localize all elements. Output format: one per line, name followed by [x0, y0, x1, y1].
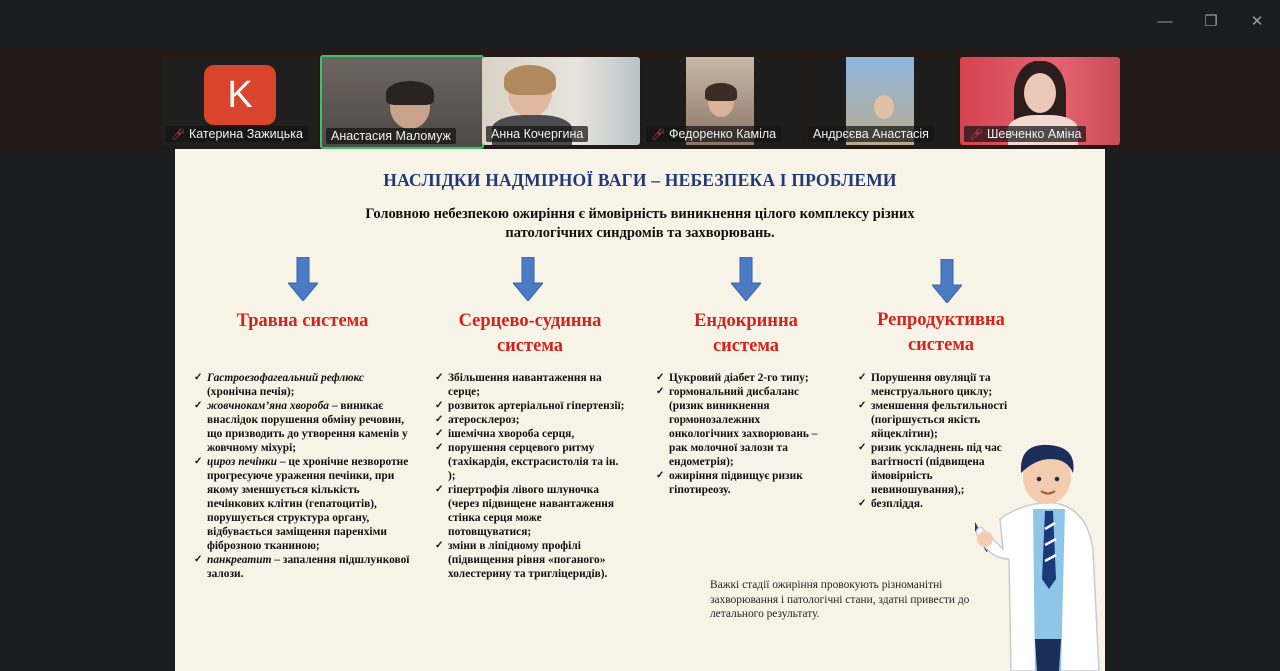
- participant-name: Андрєєва Анастасія: [813, 127, 929, 141]
- hair: [705, 83, 737, 101]
- participant-tile-5[interactable]: [804, 57, 958, 145]
- list-item-text: Збільшення навантаження на серце;: [448, 372, 602, 398]
- list-item: [435, 483, 625, 539]
- mic-muted-icon: 🎤︎: [969, 128, 983, 141]
- heading-line: Репродуктивна: [877, 310, 1005, 330]
- list-item-text: зміни в ліпідному профілі (підвищення рівня «поганого» холестерину та тригліцеридів).: [448, 540, 608, 580]
- column-heading-cardio: [430, 309, 630, 359]
- participant-name: Шевченко Аміна: [986, 127, 1082, 141]
- column-heading-reproductive: [855, 308, 1027, 358]
- subtitle-line-2: патологічних синдромів та захворювань.: [505, 225, 775, 241]
- list-item-term: цироз печінки: [207, 456, 278, 468]
- list-item-text: ішемічна хвороба серця,: [448, 428, 575, 440]
- minimize-icon[interactable]: —: [1157, 12, 1173, 30]
- list-item: [858, 399, 1013, 441]
- endocrine-list: [656, 371, 828, 497]
- list-item-text: ожиріння підвищує ризик гіпотиреозу.: [669, 470, 803, 496]
- participant-name-label: [326, 128, 456, 144]
- list-item-term: жовчнокам’яна хвороба: [207, 400, 329, 412]
- digestive-list: [194, 371, 416, 581]
- list-item: [194, 455, 416, 553]
- participant-name-label: [166, 126, 308, 142]
- participant-name-label: [486, 126, 588, 142]
- down-arrow-icon: [731, 257, 761, 301]
- participant-name-label: [964, 126, 1086, 142]
- list-item-text: (хронічна печія);: [207, 386, 295, 398]
- list-item: [194, 371, 416, 399]
- participant-name-label: [646, 126, 781, 142]
- list-item-text: гіпертрофія лівого шлуночка (через підвищене навантаження стінка серця може потовщуватися;: [448, 484, 614, 538]
- participant-tile-1[interactable]: [162, 57, 318, 145]
- slide-title: НАСЛІДКИ НАДМІРНОЇ ВАГИ – НЕБЕЗПЕКА І ПРОБЛЕМИ: [383, 170, 897, 190]
- list-item-text: атеросклероз;: [448, 414, 520, 426]
- heading-line: система: [496, 336, 564, 356]
- window-titlebar: [0, 0, 1280, 44]
- participant-name: Катерина Зажицька: [188, 127, 303, 141]
- subtitle-line-1: Головною небезпекою ожиріння є ймовірність виникнення цілого комплексу різних: [365, 206, 915, 222]
- list-item-text: зменшення фельтильності (погіршується якість яйцеклітин);: [871, 400, 1008, 440]
- list-item-text: Цукровий діабет 2-го типу;: [669, 372, 809, 384]
- doctor-illustration: [975, 439, 1105, 671]
- participant-tile-6[interactable]: [960, 57, 1120, 145]
- list-item-text: ризик ускладнень під час вагітності (підвищена ймовірність невиношування),;: [871, 442, 1002, 496]
- participant-tile-3[interactable]: [482, 57, 640, 145]
- list-item: [435, 441, 625, 483]
- list-item-text: – це хронічне незворотне прогресуюче ураження печінки, при якому зменшується кількість печінкових клітин (гепатоцитів), порушується структура органу, відбувається заміщення паренхіми фіброзною тканиною;: [207, 456, 409, 552]
- list-item: [656, 469, 828, 497]
- list-item: [435, 413, 625, 427]
- list-item: [656, 371, 828, 385]
- slide-note: Важкі стадії ожиріння провокують різноманітні захворювання і патологічні стани, здатні привести до летального результату.: [710, 579, 970, 620]
- restore-icon[interactable]: ❐: [1204, 13, 1218, 30]
- list-item: [194, 553, 416, 581]
- list-item-text: Порушення овуляції та менструального циклу;: [871, 372, 993, 398]
- list-item-text: розвиток артеріальної гіпертензії;: [448, 400, 625, 412]
- list-item-term: панкреатит: [207, 554, 272, 566]
- slide-subtitle: [325, 205, 955, 243]
- list-item: [435, 371, 625, 399]
- participant-name: Анна Кочергина: [491, 127, 584, 141]
- mic-muted-icon: 🎤︎: [651, 128, 665, 141]
- list-item-text: порушення серцевого ритму (тахікардія, екстрасистолія та ін. );: [448, 442, 619, 482]
- list-item: [194, 399, 416, 455]
- list-item-text: безпліддя.: [871, 498, 923, 510]
- list-item-text: – запалення підшлункової залози.: [207, 554, 410, 580]
- column-heading-digestive: [205, 309, 400, 334]
- face: [1024, 73, 1056, 113]
- close-icon[interactable]: ✕: [1250, 13, 1264, 30]
- down-arrow-icon: [288, 257, 318, 301]
- list-item: [435, 427, 625, 441]
- hair: [504, 65, 556, 95]
- heading-line: Травна система: [236, 311, 369, 331]
- down-arrow-icon: [513, 257, 543, 301]
- list-item-text: гормональний дисбаланс (ризик виникнення гормонозалежних онкологічних захворювань – рак молочної залози та ендометрія);: [669, 386, 818, 468]
- list-item-term: Гастроезофагеальний рефлюкс: [207, 372, 364, 384]
- avatar: K: [204, 65, 276, 125]
- list-item: [435, 539, 625, 581]
- shared-slide: [175, 149, 1105, 671]
- heading-line: Ендокринна: [694, 311, 798, 331]
- participant-tile-2-active[interactable]: [320, 55, 484, 149]
- list-item: [858, 371, 1013, 399]
- person-figure: [874, 95, 894, 119]
- hair: [386, 81, 434, 105]
- heading-line: Серцево-судинна: [458, 311, 602, 331]
- list-item-text: – виникає внаслідок порушення обміну речовин, що призводить до утворення каменів у жовчному міхурі;: [207, 400, 408, 454]
- heading-line: система: [712, 336, 780, 356]
- participant-name-label: [808, 126, 934, 142]
- cardio-list: [435, 371, 625, 581]
- list-item: [656, 385, 828, 469]
- heading-line: система: [907, 335, 975, 355]
- mic-muted-icon: 🎤︎: [171, 128, 185, 141]
- down-arrow-icon: [932, 259, 962, 303]
- column-heading-endocrine: [660, 309, 832, 359]
- list-item: [435, 399, 625, 413]
- participant-tile-4[interactable]: [642, 57, 802, 145]
- participant-name: Анастасия Маломуж: [331, 129, 451, 143]
- participant-name: Федоренко Каміла: [668, 127, 777, 141]
